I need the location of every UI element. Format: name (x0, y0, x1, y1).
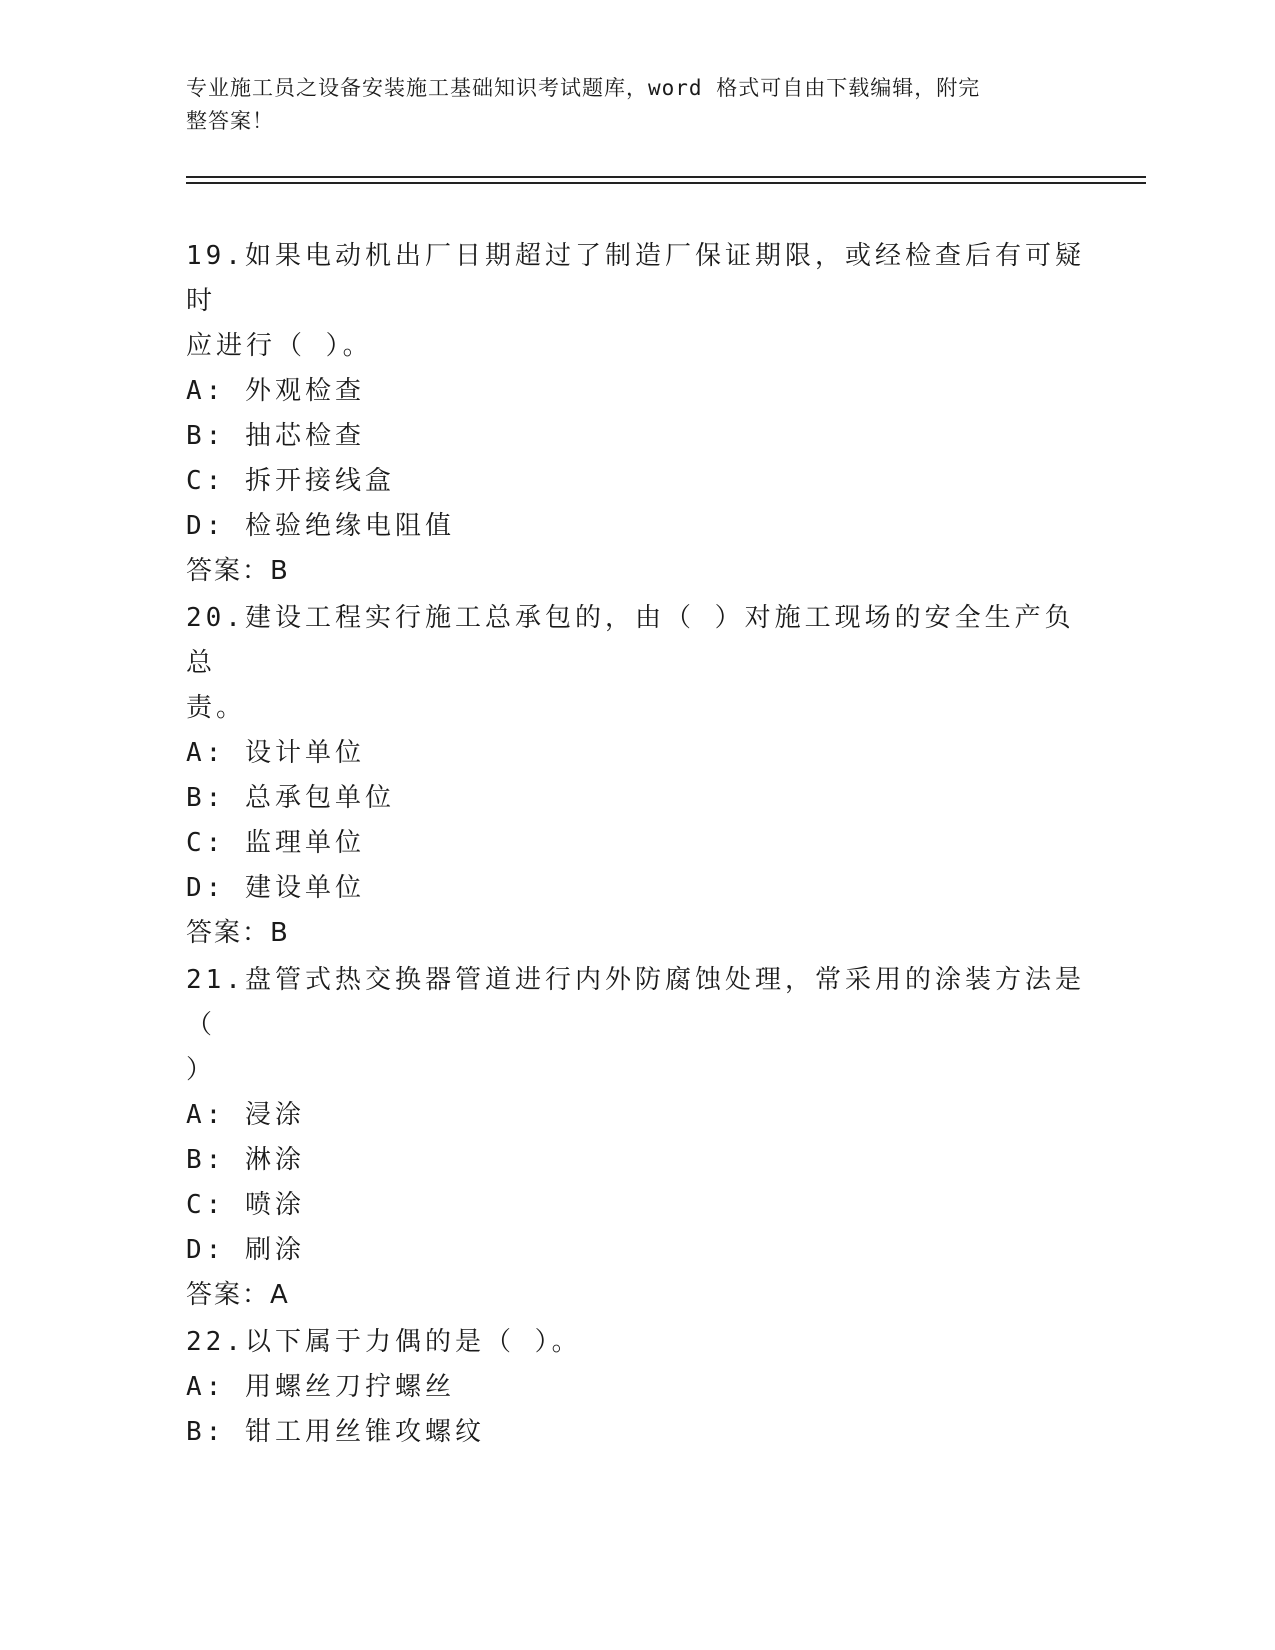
question-stem-line-2: 应进行（ ）。 (186, 331, 373, 361)
option-a: A: 浸涂 (186, 1100, 305, 1130)
question-22 (186, 1320, 1086, 1455)
option-a: A: 用螺丝刀拧螺丝 (186, 1372, 455, 1402)
header-line-1: 专业施工员之设备安装施工基础知识考试题库，word 格式可自由下载编辑，附完 (186, 76, 981, 100)
question-stem-line-1: 20.建设工程实行施工总承包的，由（ ）对施工现场的安全生产负总 (186, 603, 1075, 678)
option-a: A: 外观检查 (186, 376, 365, 406)
document-header (186, 72, 1066, 138)
option-a: A: 设计单位 (186, 738, 365, 768)
option-c: C: 喷涂 (186, 1190, 305, 1220)
question-19 (186, 234, 1086, 594)
question-21 (186, 958, 1086, 1318)
option-b: B: 总承包单位 (186, 783, 395, 813)
answer: 答案：B (186, 918, 290, 948)
option-d: D: 刷涂 (186, 1235, 305, 1265)
header-divider-bottom (186, 182, 1146, 184)
option-b: B: 钳工用丝锥攻螺纹 (186, 1417, 485, 1447)
question-stem-line-1: 21.盘管式热交换器管道进行内外防腐蚀处理，常采用的涂装方法是（ (186, 965, 1085, 1040)
question-stem-line-1: 19.如果电动机出厂日期超过了制造厂保证期限，或经检查后有可疑时 (186, 241, 1085, 316)
option-d: D: 建设单位 (186, 873, 365, 903)
question-stem-line-1: 22.以下属于力偶的是（ ）。 (186, 1327, 582, 1357)
answer: 答案：A (186, 1280, 290, 1310)
header-divider-top (186, 176, 1146, 178)
option-c: C: 监理单位 (186, 828, 365, 858)
question-stem-line-2: 责。 (186, 693, 247, 723)
option-c: C: 拆开接线盒 (186, 466, 395, 496)
question-20 (186, 596, 1086, 956)
option-b: B: 淋涂 (186, 1145, 305, 1175)
header-line-2: 整答案！ (186, 109, 274, 133)
option-d: D: 检验绝缘电阻值 (186, 511, 455, 541)
option-b: B: 抽芯检查 (186, 421, 365, 451)
answer: 答案：B (186, 556, 290, 586)
question-stem-line-2: ） (186, 1055, 217, 1085)
